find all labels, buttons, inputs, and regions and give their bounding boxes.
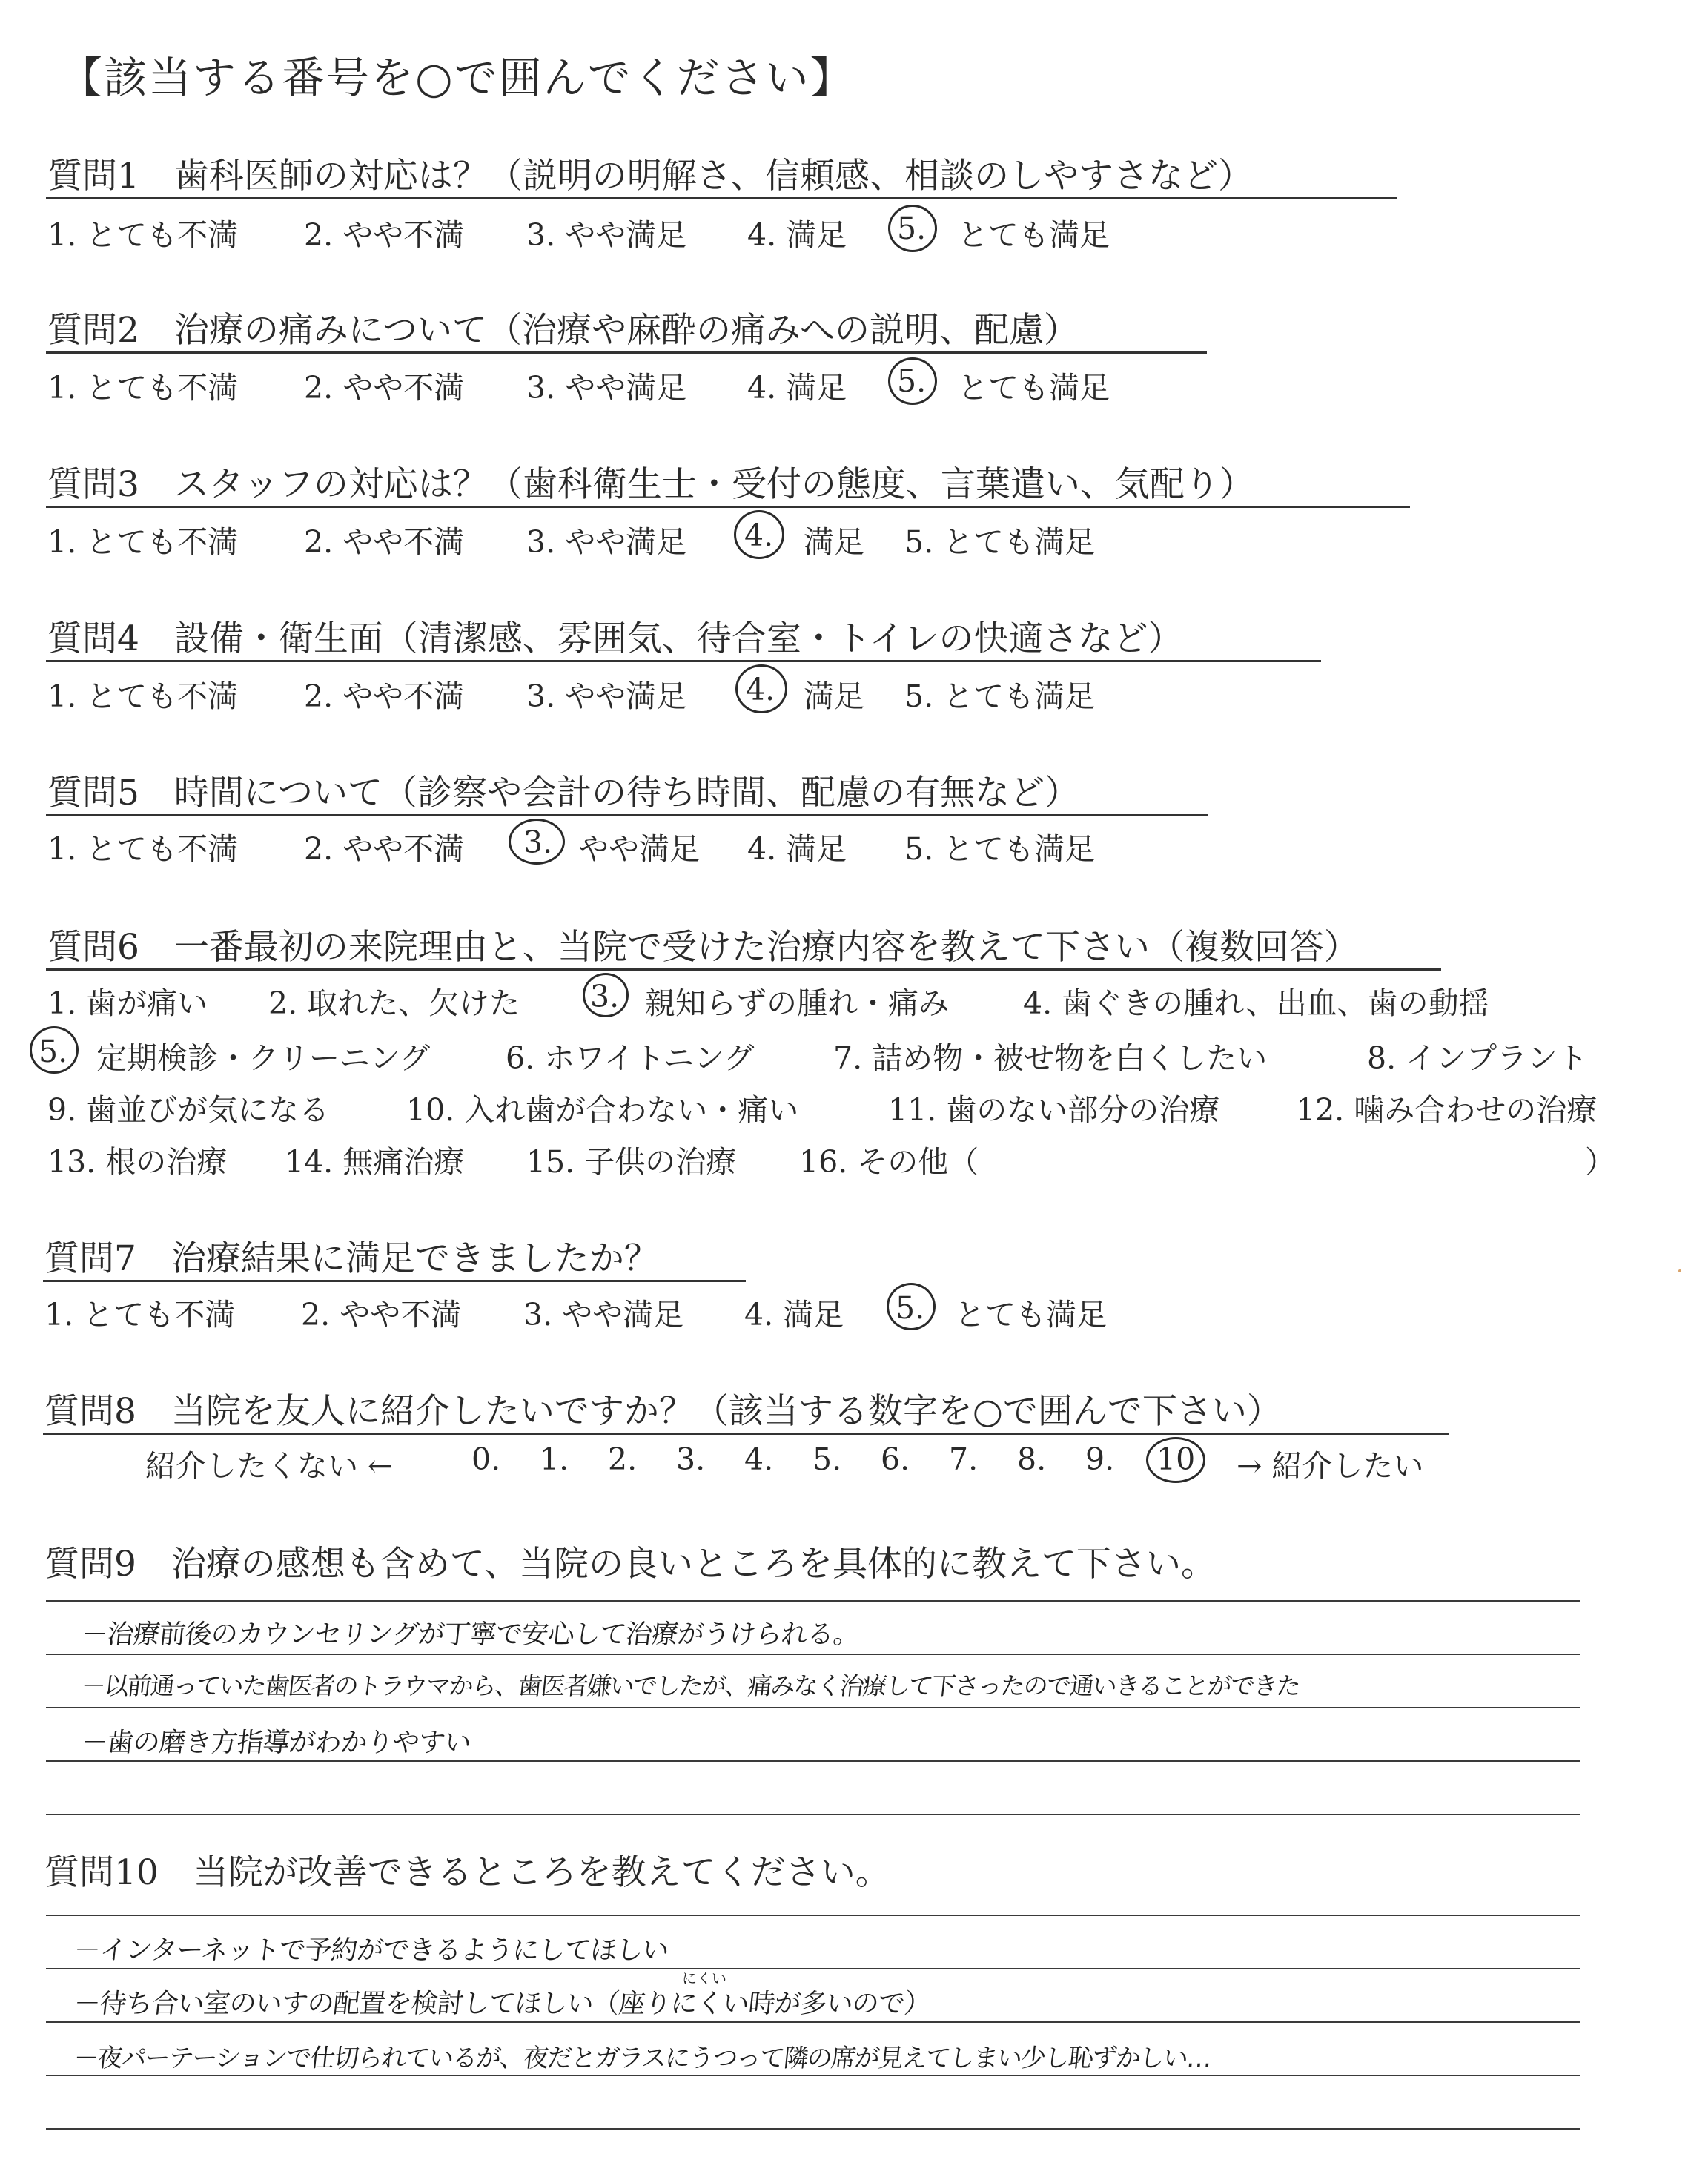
q5-option-4[interactable]: 4. 満足: [747, 831, 847, 867]
q5-option-3[interactable]: 3.: [523, 825, 553, 860]
question-3-title: 質問3 スタッフの対応は？（歯科衛生士・受付の態度、言葉遣い、気配り）: [47, 464, 1254, 505]
q6-option-15[interactable]: 15. 子供の治療: [526, 1144, 737, 1180]
q7-option-5[interactable]: 5.: [896, 1290, 925, 1326]
q8-scale-7[interactable]: 7.: [949, 1441, 979, 1477]
question-2-title: 質問2 治療の痛みについて（治療や麻酔の痛みへの説明、配慮）: [47, 310, 1079, 351]
q3-option-3[interactable]: 3. やや満足: [526, 524, 687, 560]
q6-option-3[interactable]: 3.: [590, 979, 620, 1014]
q1-option-5-label: とても満足: [958, 217, 1110, 253]
q10-answer-2-note: にくい: [682, 1969, 726, 1987]
q3-option-5[interactable]: 5. とても満足: [904, 524, 1096, 560]
q2-option-3[interactable]: 3. やや満足: [526, 370, 687, 406]
q10-answer-line-4: [46, 2075, 1580, 2076]
q6-option-8[interactable]: 8. インプラント: [1367, 1040, 1589, 1076]
q10-answer-line-5: [46, 2128, 1580, 2130]
q6-option-10[interactable]: 10. 入れ歯が合わない・痛い: [406, 1092, 799, 1128]
q7-option-4[interactable]: 4. 満足: [744, 1297, 844, 1332]
q8-scale-left-label: 紹介したくない ←: [145, 1448, 394, 1484]
q9-answer-line-4: [46, 1760, 1580, 1762]
question-7-title: 質問7 治療結果に満足できましたか？: [44, 1238, 659, 1279]
q7-option-2[interactable]: 2. やや不満: [301, 1297, 462, 1332]
q3-option-1[interactable]: 1. とても不満: [47, 524, 239, 560]
q2-option-5[interactable]: 5.: [897, 363, 927, 399]
page-title: 【該当する番号を○で囲んでください】: [59, 53, 855, 103]
q8-scale-5[interactable]: 5.: [812, 1441, 842, 1477]
question-4-title: 質問4 設備・衛生面（清潔感、雰囲気、待合室・トイレの快適さなど）: [47, 618, 1183, 659]
q4-option-4[interactable]: 4.: [746, 672, 775, 707]
q8-scale-0[interactable]: 0.: [471, 1441, 501, 1477]
q1-option-2[interactable]: 2. やや不満: [304, 217, 465, 253]
q8-scale-8[interactable]: 8.: [1017, 1441, 1047, 1477]
q6-option-2[interactable]: 2. 取れた、欠けた: [268, 985, 520, 1021]
q10-answer-line-3: [46, 2021, 1580, 2023]
q8-scale-9[interactable]: 9.: [1085, 1441, 1115, 1477]
q6-option-13[interactable]: 13. 根の治療: [47, 1144, 228, 1180]
q4-option-5[interactable]: 5. とても満足: [904, 678, 1096, 714]
q5-option-5[interactable]: 5. とても満足: [904, 831, 1096, 867]
q2-option-2[interactable]: 2. やや不満: [304, 370, 465, 406]
q10-answer-line-1: [46, 1915, 1580, 1916]
q10-answer-line-2: [46, 1968, 1580, 1969]
q4-option-3[interactable]: 3. やや満足: [526, 678, 687, 714]
q10-answer-3: －夜パーテーションで仕切られているが、夜だとガラスにうつって隣の席が見えてしまい少し恥ずかしい…: [72, 2044, 1213, 2073]
question-9-title: 質問9 治療の感想も含めて、当院の良いところを具体的に教えて下さい。: [44, 1544, 1216, 1585]
q6-option-12[interactable]: 12. 噛み合わせの治療: [1296, 1092, 1598, 1128]
q6-option-9[interactable]: 9. 歯並びが気になる: [47, 1092, 330, 1128]
q4-option-1[interactable]: 1. とても不満: [47, 678, 239, 714]
question-1-underline: [46, 197, 1397, 199]
question-8-title: 質問8 当院を友人に紹介したいですか？（該当する数字を○で囲んで下さい）: [44, 1391, 1282, 1432]
question-8-underline: [43, 1433, 1449, 1435]
q9-answer-line-3: [46, 1707, 1580, 1708]
q3-option-2[interactable]: 2. やや不満: [304, 524, 465, 560]
q4-option-2[interactable]: 2. やや不満: [304, 678, 465, 714]
q1-option-5[interactable]: 5.: [897, 211, 927, 246]
question-7-underline: [43, 1280, 746, 1282]
q6-option-16[interactable]: 16. その他（: [799, 1144, 979, 1180]
q6-option-6[interactable]: 6. ホワイトニング: [506, 1040, 755, 1076]
question-6-underline: [46, 968, 1441, 971]
q7-option-1[interactable]: 1. とても不満: [44, 1297, 236, 1332]
q9-answer-1: －治療前後のカウンセリングが丁寧で安心して治療がうけられる。: [79, 1619, 861, 1650]
q10-answer-1: －インターネットで予約ができるようにしてほしい: [72, 1935, 670, 1966]
q4-option-4-label: 満足: [804, 678, 864, 714]
scan-speck: [1678, 1269, 1681, 1272]
q8-scale-1[interactable]: 1.: [540, 1441, 569, 1477]
q10-answer-2: －待ち合い室のいすの配置を検討してほしい（座りにくい時が多いので）: [72, 1989, 932, 2019]
q5-option-1[interactable]: 1. とても不満: [47, 831, 239, 867]
q6-option-11[interactable]: 11. 歯のない部分の治療: [888, 1092, 1220, 1128]
q5-option-2[interactable]: 2. やや不満: [304, 831, 465, 867]
q6-option-5-label: 定期検診・クリーニング: [96, 1040, 431, 1076]
q6-option-7[interactable]: 7. 詰め物・被せ物を白くしたい: [833, 1040, 1268, 1076]
q9-answer-line-5: [46, 1814, 1580, 1815]
q8-scale-4[interactable]: 4.: [744, 1441, 774, 1477]
q7-option-3[interactable]: 3. やや満足: [523, 1297, 684, 1332]
question-6-title: 質問6 一番最初の来院理由と、当院で受けた治療内容を教えて下さい（複数回答）: [47, 927, 1359, 968]
question-1-title: 質問1 歯科医師の対応は？（説明の明解さ、信頼感、相談のしやすさなど）: [47, 156, 1254, 196]
q7-option-5-label: とても満足: [955, 1297, 1107, 1332]
question-10-title: 質問10 当院が改善できるところを教えてください。: [44, 1852, 890, 1893]
q1-option-3[interactable]: 3. やや満足: [526, 217, 687, 253]
q6-option-4[interactable]: 4. 歯ぐきの腫れ、出血、歯の動揺: [1023, 985, 1489, 1021]
question-4-underline: [46, 660, 1321, 662]
q2-option-1[interactable]: 1. とても不満: [47, 370, 239, 406]
q6-option-1[interactable]: 1. 歯が痛い: [47, 985, 208, 1021]
q1-option-4[interactable]: 4. 満足: [747, 217, 847, 253]
q1-option-1[interactable]: 1. とても不満: [47, 217, 239, 253]
question-3-underline: [46, 506, 1410, 508]
q6-option-5[interactable]: 5.: [39, 1034, 68, 1069]
q9-answer-line-1: [46, 1600, 1580, 1602]
q8-scale-3[interactable]: 3.: [676, 1441, 706, 1477]
q6-option-16-close: ）: [1585, 1144, 1615, 1180]
q2-option-4[interactable]: 4. 満足: [747, 370, 847, 406]
q8-scale-10[interactable]: 10: [1156, 1441, 1196, 1477]
q9-answer-3: －歯の磨き方指導がわかりやすい: [79, 1728, 472, 1758]
q3-option-4-label: 満足: [804, 524, 864, 560]
q6-option-3-label: 親知らずの腫れ・痛み: [645, 985, 949, 1021]
question-2-underline: [46, 351, 1207, 354]
q3-option-4[interactable]: 4.: [744, 518, 774, 553]
q8-scale-2[interactable]: 2.: [608, 1441, 638, 1477]
q2-option-5-label: とても満足: [958, 370, 1110, 406]
q9-answer-2: －以前通っていた歯医者のトラウマから、歯医者嫌いでしたが、痛みなく治療して下さったので通いきることができた: [79, 1671, 1301, 1700]
question-5-title: 質問5 時間について（診察や会計の待ち時間、配慮の有無など）: [47, 773, 1079, 813]
q8-scale-right-label: → 紹介したい: [1237, 1448, 1424, 1484]
q9-answer-line-2: [46, 1654, 1580, 1655]
q6-option-14[interactable]: 14. 無痛治療: [285, 1144, 465, 1180]
q8-scale-6[interactable]: 6.: [881, 1441, 910, 1477]
question-5-underline: [46, 814, 1208, 816]
q5-option-3-label: やや満足: [578, 831, 700, 867]
